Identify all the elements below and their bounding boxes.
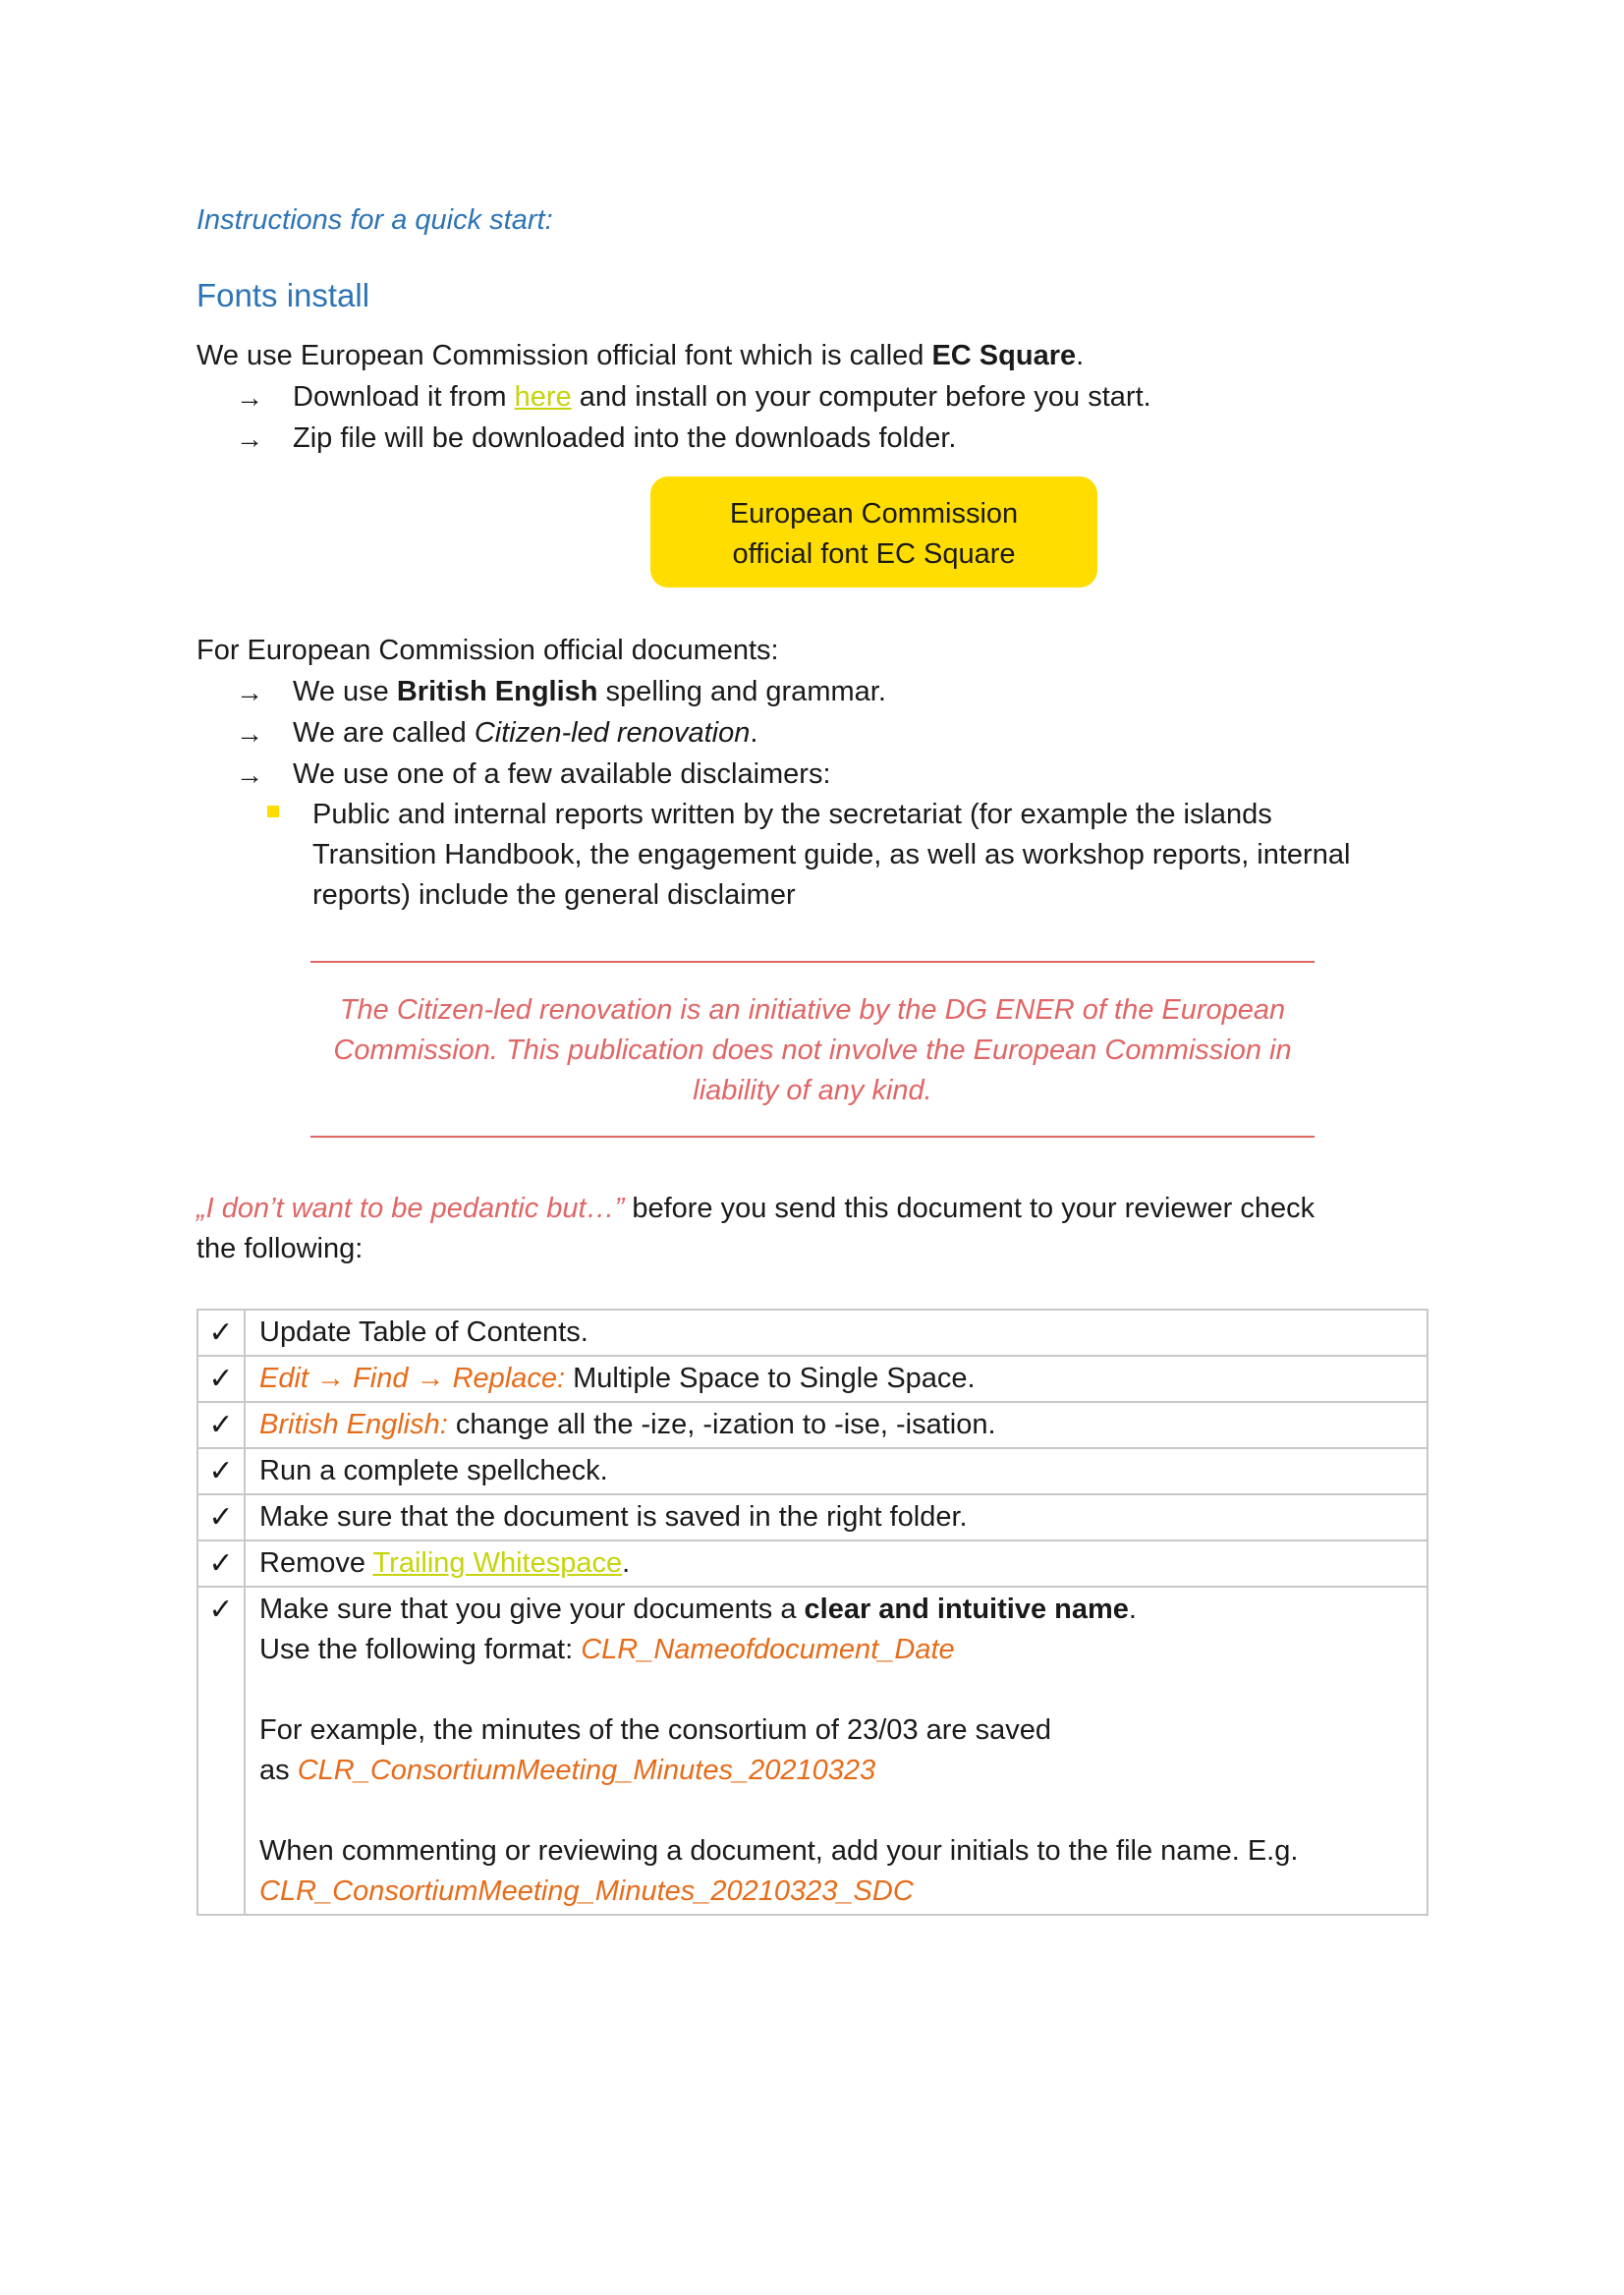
checklist-item xyxy=(245,1356,1428,1402)
disclaimer-line: Commission. This publication does not involve the European Commission in xyxy=(333,1035,1292,1066)
bullet-line-1: Public and internal reports written by the secretariat (for example the islands xyxy=(312,799,1272,830)
item2-italic: Citizen-led renovation xyxy=(474,717,751,749)
trailing-whitespace-link[interactable]: Trailing Whitespace xyxy=(372,1547,623,1579)
naming-line-1 xyxy=(259,1590,1413,1630)
official-intro: For European Commission official documents: xyxy=(196,635,779,666)
checklist-item-naming xyxy=(245,1587,1428,1915)
check-icon: ✓ xyxy=(197,1402,245,1448)
spacer xyxy=(259,1670,1413,1710)
table-row xyxy=(197,1356,1428,1402)
naming-prefix: Make sure that you give your documents a xyxy=(259,1594,805,1625)
called-item xyxy=(293,713,757,754)
pedantic-line-1 xyxy=(196,1189,1315,1229)
table-row xyxy=(197,1540,1428,1587)
item1-prefix: We use xyxy=(293,676,397,707)
arrow-icon: → xyxy=(236,677,263,707)
quick-start-title: Instructions for a quick start: xyxy=(196,204,553,236)
naming-line-3: For example, the minutes of the consortium of 23/03 are saved xyxy=(259,1714,1051,1746)
naming-line-4 xyxy=(259,1751,1413,1791)
british-english-item xyxy=(293,672,886,712)
naming-line-6 xyxy=(259,1872,1413,1912)
naming-line-5: When commenting or reviewing a document, add your initials to the file name. E.g. xyxy=(259,1835,1299,1867)
download-prefix: Download it from xyxy=(293,381,515,413)
spacer xyxy=(259,1791,1413,1831)
disclaimer-text xyxy=(295,990,1330,1111)
table-row xyxy=(197,1402,1428,1448)
download-instruction xyxy=(293,377,1151,418)
pedantic-rest: before you send this document to your reviewer check xyxy=(624,1193,1316,1224)
fonts-intro-text: We use European Commission official font which is called xyxy=(196,340,932,371)
bullet-line-3: reports) include the general disclaimer xyxy=(312,879,796,911)
button-line-2: official font EC Square xyxy=(732,538,1016,570)
disclaimer-bottom-rule xyxy=(310,1136,1315,1138)
table-row xyxy=(197,1494,1428,1540)
checklist-item-text: change all the -ize, -ization to -ise, -isation. xyxy=(447,1409,996,1440)
bullet-line-2: Transition Handbook, the engagement guide, as well as workshop reports, internal xyxy=(312,839,1351,870)
table-row xyxy=(197,1448,1428,1494)
disclaimer-line: liability of any kind. xyxy=(693,1075,932,1106)
bullet-icon xyxy=(267,806,279,817)
fonts-intro-suffix: . xyxy=(1076,340,1085,371)
naming-bold: clear and intuitive name xyxy=(804,1594,1129,1625)
checklist-item: Make sure that the document is saved in the right folder. xyxy=(245,1494,1428,1540)
checklist-item xyxy=(245,1540,1428,1587)
arrow-icon: → xyxy=(236,423,263,454)
disclaimer-top-rule xyxy=(310,961,1315,963)
pedantic-line-2: the following: xyxy=(196,1233,364,1264)
checklist-item-label: Edit → Find → Replace: xyxy=(259,1363,566,1394)
check-icon: ✓ xyxy=(197,1448,245,1494)
font-name: EC Square xyxy=(931,340,1077,371)
check-icon: ✓ xyxy=(197,1494,245,1540)
button-line-1: European Commission xyxy=(729,498,1019,530)
check-icon: ✓ xyxy=(197,1310,245,1356)
item1-suffix: spelling and grammar. xyxy=(597,676,886,707)
checklist-item-text: Multiple Space to Single Space. xyxy=(565,1363,976,1394)
checklist-item-prefix: Remove xyxy=(259,1547,373,1579)
arrow-icon: → xyxy=(236,718,263,749)
initials-filename: CLR_ConsortiumMeeting_Minutes_20210323_SDC xyxy=(259,1875,914,1907)
item1-bold: British English xyxy=(396,676,598,707)
fonts-intro xyxy=(196,336,1084,376)
fonts-install-heading: Fonts install xyxy=(196,277,370,313)
disclaimers-item: We use one of a few available disclaimers: xyxy=(293,758,831,790)
ec-square-font-button[interactable] xyxy=(650,476,1097,588)
item2-suffix: . xyxy=(750,717,758,749)
checklist-table xyxy=(196,1309,1428,1916)
checklist-item: Update Table of Contents. xyxy=(245,1310,1428,1356)
arrow-icon: → xyxy=(236,759,263,790)
format-prefix: Use the following format: xyxy=(259,1634,582,1665)
check-icon: ✓ xyxy=(197,1356,245,1402)
checklist-item-label: British English: xyxy=(259,1409,448,1440)
pedantic-quote: „I don’t want to be pedantic but…” xyxy=(196,1193,625,1224)
table-row xyxy=(197,1587,1428,1915)
item2-prefix: We are called xyxy=(293,717,475,749)
check-icon: ✓ xyxy=(197,1587,245,1915)
table-row xyxy=(197,1310,1428,1356)
checklist-item xyxy=(245,1402,1428,1448)
checklist-item: Run a complete spellcheck. xyxy=(245,1448,1428,1494)
checklist-item-suffix: . xyxy=(622,1547,631,1579)
example-prefix: as xyxy=(259,1755,298,1786)
disclaimer-line: The Citizen-led renovation is an initiative by the DG ENER of the European xyxy=(339,994,1286,1026)
arrow-icon: → xyxy=(236,382,263,413)
example-filename: CLR_ConsortiumMeeting_Minutes_20210323 xyxy=(297,1755,876,1786)
format-example: CLR_Nameofdocument_Date xyxy=(581,1634,955,1665)
download-link[interactable]: here xyxy=(514,381,572,413)
download-suffix: and install on your computer before you start. xyxy=(571,381,1151,413)
zip-instruction: Zip file will be downloaded into the downloads folder. xyxy=(293,422,957,454)
naming-suffix: . xyxy=(1128,1594,1137,1625)
check-icon: ✓ xyxy=(197,1540,245,1587)
naming-line-2 xyxy=(259,1630,1413,1670)
